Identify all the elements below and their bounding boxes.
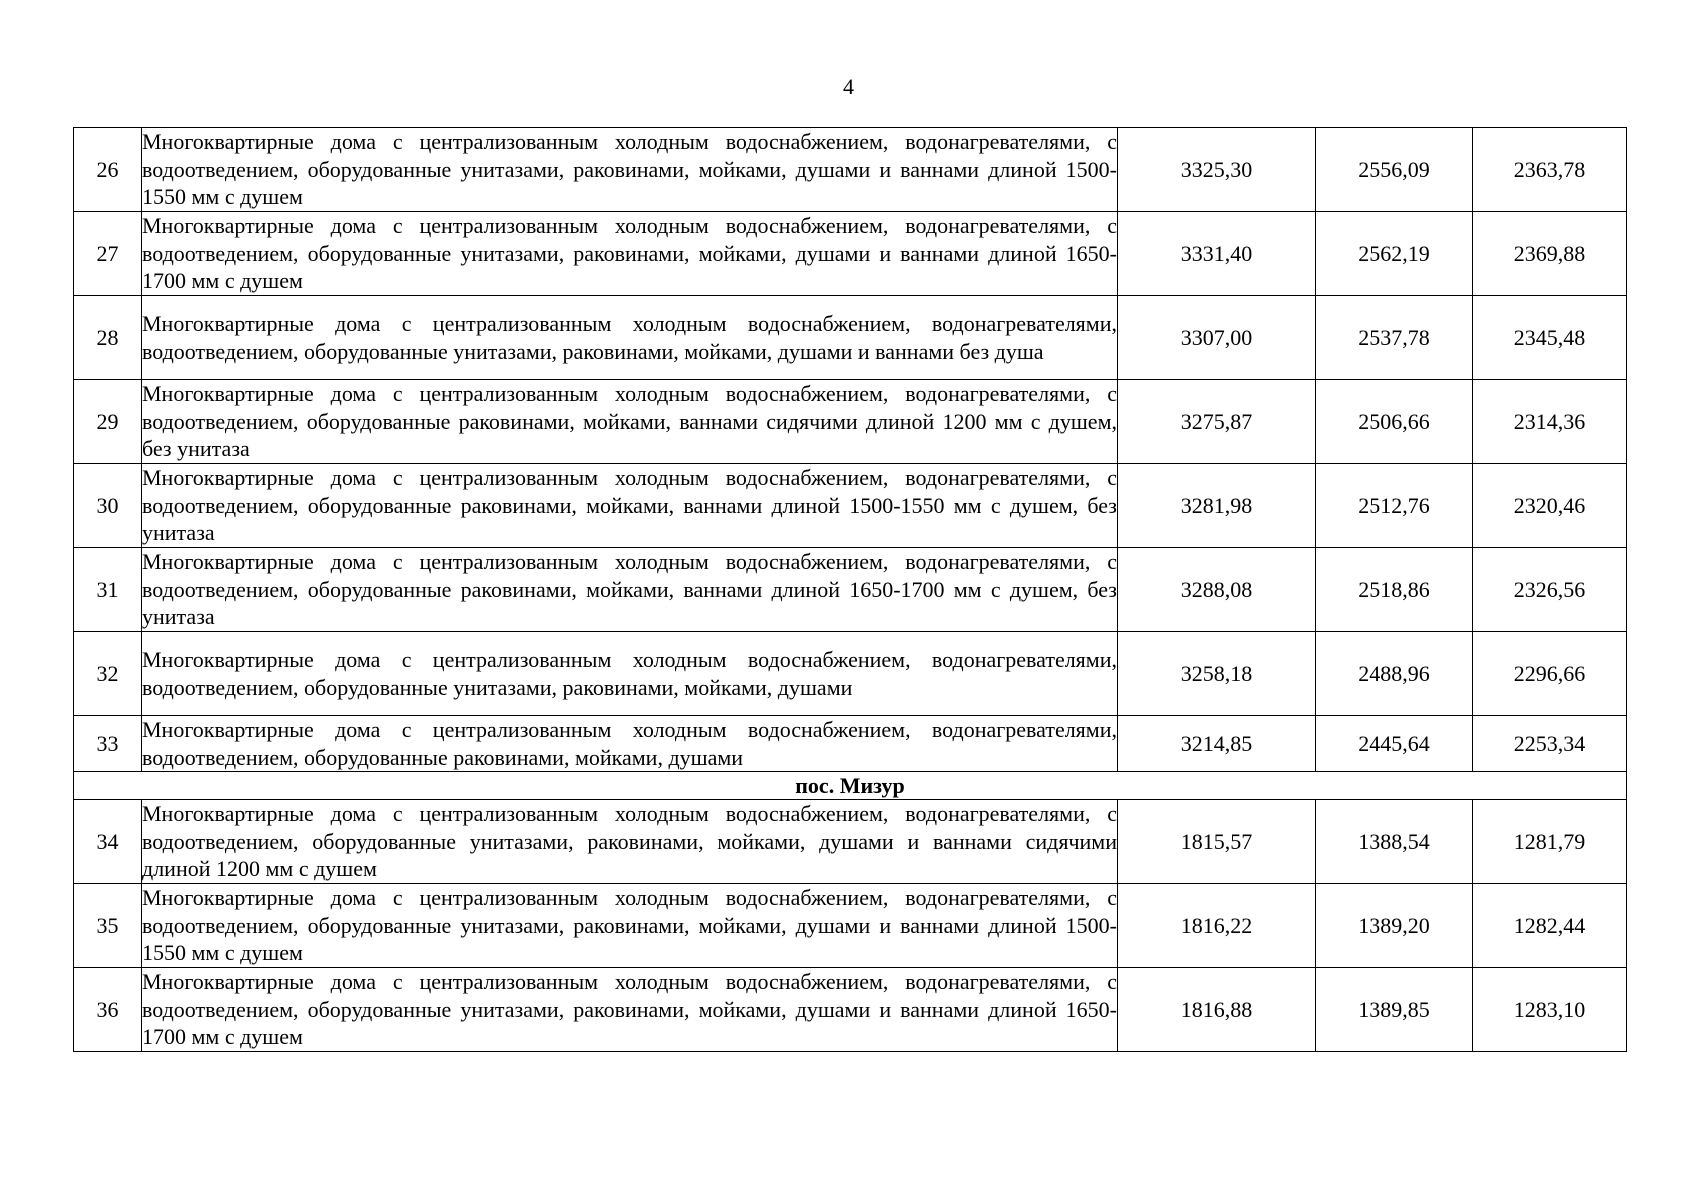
row-value-1: 3258,18 xyxy=(1118,632,1316,716)
row-value-1: 3307,00 xyxy=(1118,296,1316,380)
table-row xyxy=(74,884,1627,968)
table-row xyxy=(74,380,1627,464)
row-number: 27 xyxy=(74,212,142,296)
table-row xyxy=(74,296,1627,380)
row-description-text: Многоквартирные дома с централизованным холодным водоснабжением, водонагревателями, с водоотведением, оборудованные унитазами, раковинами, мойками, душами и ваннами длиной 1500-1550 мм с душем xyxy=(142,129,1117,210)
row-description-text: Многоквартирные дома с централизованным холодным водоснабжением, водонагревателями, водоотведением, оборудованные унитазами, раковинами, мойками, душами и ваннами без душа xyxy=(142,311,1117,364)
row-description xyxy=(142,548,1118,632)
row-value-2: 2562,19 xyxy=(1316,212,1473,296)
row-description-text: Многоквартирные дома с централизованным холодным водоснабжением, водонагревателями, с водоотведением, оборудованные раковинами, мойками, ваннами длиной 1500-1550 мм с душем, без унитаза xyxy=(142,465,1117,546)
row-value-1: 3281,98 xyxy=(1118,464,1316,548)
table-row xyxy=(74,128,1627,212)
row-value-2: 2445,64 xyxy=(1316,716,1473,772)
row-description xyxy=(142,128,1118,212)
row-description-text: Многоквартирные дома с централизованным холодным водоснабжением, водонагревателями, с водоотведением, оборудованные унитазами, раковинами, мойками, душами и ваннами длиной 1500-1550 мм с душем xyxy=(142,885,1117,966)
row-value-2: 1389,20 xyxy=(1316,884,1473,968)
row-value-2: 2506,66 xyxy=(1316,380,1473,464)
row-description-text: Многоквартирные дома с централизованным холодным водоснабжением, водонагревателями, с водоотведением, оборудованные унитазами, раковинами, мойками, душами и ваннами длиной 1650-1700 мм с душем xyxy=(142,213,1117,294)
row-description-text: Многоквартирные дома с централизованным холодным водоснабжением, водонагревателями, с водоотведением, оборудованные унитазами, раковинами, мойками, душами и ваннами сидячими длиной 1200 мм с душем xyxy=(142,801,1117,882)
row-description xyxy=(142,380,1118,464)
row-value-1: 1816,22 xyxy=(1118,884,1316,968)
row-value-2: 2512,76 xyxy=(1316,464,1473,548)
table-row xyxy=(74,212,1627,296)
table-row xyxy=(74,548,1627,632)
row-value-2: 2556,09 xyxy=(1316,128,1473,212)
table-row xyxy=(74,800,1627,884)
row-description xyxy=(142,968,1118,1052)
page-number: 4 xyxy=(843,74,854,99)
row-value-3: 2314,36 xyxy=(1473,380,1627,464)
row-description xyxy=(142,632,1118,716)
row-description-text: Многоквартирные дома с централизованным холодным водоснабжением, водонагревателями, с водоотведением, оборудованные раковинами, мойками, ваннами длиной 1650-1700 мм с душем, без унитаза xyxy=(142,549,1117,630)
row-value-2: 2537,78 xyxy=(1316,296,1473,380)
row-number: 34 xyxy=(74,800,142,884)
row-value-3: 2363,78 xyxy=(1473,128,1627,212)
row-number: 28 xyxy=(74,296,142,380)
row-value-1: 3275,87 xyxy=(1118,380,1316,464)
row-description-text: Многоквартирные дома с централизованным холодным водоснабжением, водонагревателями, с водоотведением, оборудованные унитазами, раковинами, мойками, душами и ваннами длиной 1650-1700 мм с душем xyxy=(142,969,1117,1050)
row-description-text: Многоквартирные дома с централизованным холодным водоснабжением, водонагревателями, водоотведением, оборудованные унитазами, раковинами, мойками, душами xyxy=(142,647,1117,700)
row-value-1: 1816,88 xyxy=(1118,968,1316,1052)
table-row xyxy=(74,464,1627,548)
row-number: 30 xyxy=(74,464,142,548)
row-value-1: 3214,85 xyxy=(1118,716,1316,772)
row-number: 26 xyxy=(74,128,142,212)
row-value-3: 1281,79 xyxy=(1473,800,1627,884)
row-value-3: 2326,56 xyxy=(1473,548,1627,632)
row-description-text: Многоквартирные дома с централизованным холодным водоснабжением, водонагревателями, с водоотведением, оборудованные раковинами, мойками, ваннами сидячими длиной 1200 мм с душем, без унитаза xyxy=(142,381,1117,462)
row-value-1: 1815,57 xyxy=(1118,800,1316,884)
row-description xyxy=(142,884,1118,968)
row-description xyxy=(142,716,1118,772)
row-description xyxy=(142,464,1118,548)
row-value-1: 3331,40 xyxy=(1118,212,1316,296)
row-value-3: 2369,88 xyxy=(1473,212,1627,296)
table-row xyxy=(74,632,1627,716)
row-number: 29 xyxy=(74,380,142,464)
table-body xyxy=(74,128,1627,1052)
row-number: 33 xyxy=(74,716,142,772)
row-value-3: 1282,44 xyxy=(1473,884,1627,968)
row-description xyxy=(142,800,1118,884)
row-value-2: 1389,85 xyxy=(1316,968,1473,1052)
section-title: пос. Мизур xyxy=(74,772,1627,800)
tariff-table xyxy=(73,127,1627,1052)
row-value-3: 2253,34 xyxy=(1473,716,1627,772)
row-description xyxy=(142,296,1118,380)
row-value-3: 1283,10 xyxy=(1473,968,1627,1052)
section-row xyxy=(74,772,1627,800)
row-number: 31 xyxy=(74,548,142,632)
row-value-2: 1388,54 xyxy=(1316,800,1473,884)
row-value-2: 2488,96 xyxy=(1316,632,1473,716)
table-row xyxy=(74,716,1627,772)
row-value-1: 3288,08 xyxy=(1118,548,1316,632)
row-number: 35 xyxy=(74,884,142,968)
row-number: 36 xyxy=(74,968,142,1052)
row-value-3: 2296,66 xyxy=(1473,632,1627,716)
row-value-3: 2345,48 xyxy=(1473,296,1627,380)
row-number: 32 xyxy=(74,632,142,716)
row-description-text: Многоквартирные дома с централизованным холодным водоснабжением, водонагревателями, водоотведением, оборудованные раковинами, мойками, душами xyxy=(142,717,1117,770)
row-value-1: 3325,30 xyxy=(1118,128,1316,212)
table-row xyxy=(74,968,1627,1052)
row-value-3: 2320,46 xyxy=(1473,464,1627,548)
row-description xyxy=(142,212,1118,296)
row-value-2: 2518,86 xyxy=(1316,548,1473,632)
